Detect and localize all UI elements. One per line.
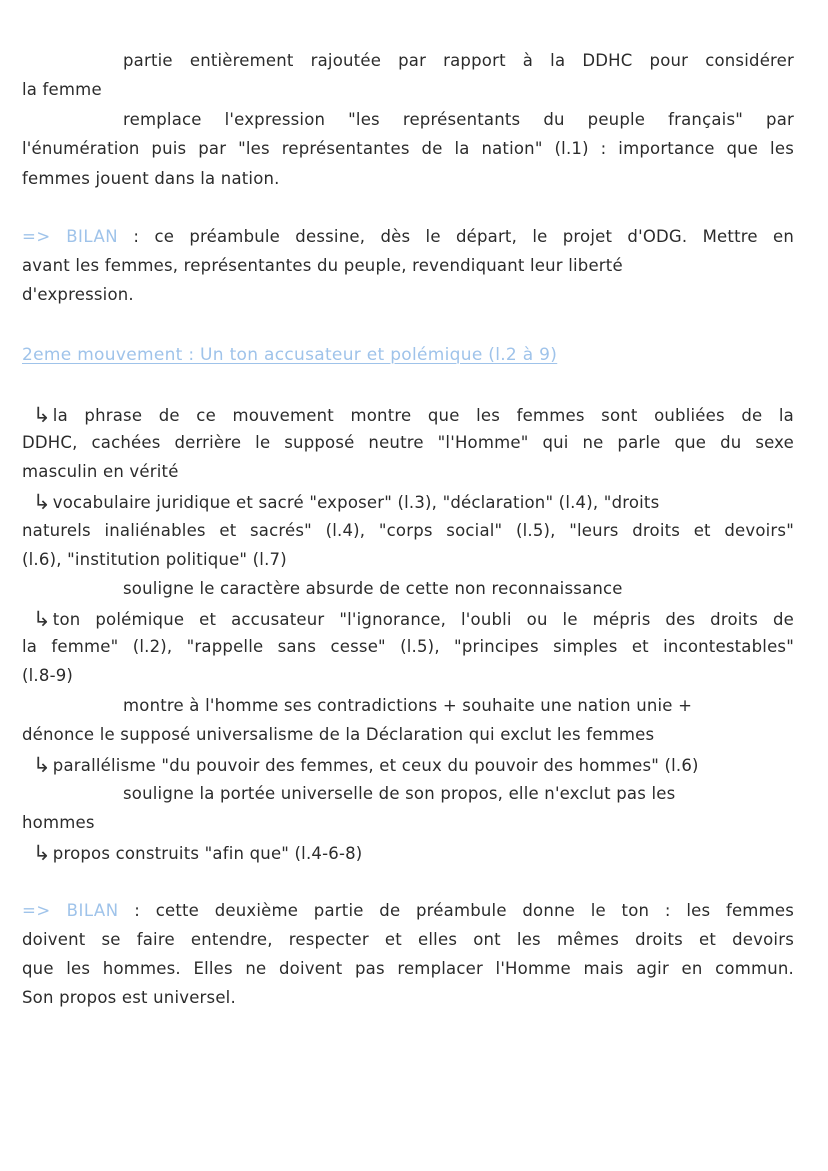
text-line: remplace l'expression "les représentants du peuple français" par <box>123 110 794 129</box>
text-line: que les hommes. Elles ne doivent pas remplacer l'Homme mais agir en commun. <box>22 959 794 978</box>
bilan-paragraph-2 <box>22 901 794 921</box>
text-line: masculin en vérité <box>22 462 179 481</box>
bilan-paragraph-1 <box>22 227 794 247</box>
section-heading: 2eme mouvement : Un ton accusateur et polémique (l.2 à 9) <box>22 345 558 365</box>
text-line: hommes <box>22 813 95 832</box>
text-line: souligne la portée universelle de son propos, elle n'exclut pas les <box>123 784 676 803</box>
bilan-label: => BILAN <box>22 901 119 920</box>
text-line: naturels inaliénables et sacrés" (l.4), "corps social" (l.5), "leurs droits et devoirs" <box>22 521 794 540</box>
text-line: avant les femmes, représentantes du peuple, revendiquant leur liberté <box>22 256 623 275</box>
arrow-icon: ↳ <box>33 490 51 514</box>
arrow-icon: ↳ <box>33 403 51 427</box>
text-line: femmes jouent dans la nation. <box>22 169 280 188</box>
text-line: doivent se faire entendre, respecter et elles ont les mêmes droits et devoirs <box>22 930 794 949</box>
arrow-item-text: la phrase de ce mouvement montre que les femmes sont oubliées de la <box>52 406 794 425</box>
bilan-label: => BILAN <box>22 227 119 246</box>
text-line: l'énumération puis par "les représentantes de la nation" (l.1) : importance que les <box>22 139 794 158</box>
arrow-item <box>33 608 794 630</box>
text-line: (l.6), "institution politique" (l.7) <box>22 550 287 569</box>
arrow-icon: ↳ <box>33 753 51 777</box>
text-line: (l.8-9) <box>22 666 74 685</box>
text-line: la femme" (l.2), "rappelle sans cesse" (l.5), "principes simples et incontestables" <box>22 637 794 656</box>
text-line: montre à l'homme ses contradictions + souhaite une nation unie + <box>123 696 693 715</box>
text-line: partie entièrement rajoutée par rapport à la DDHC pour considérer <box>123 51 794 70</box>
arrow-icon: ↳ <box>33 841 51 865</box>
arrow-item <box>33 754 699 776</box>
arrow-item <box>33 842 362 864</box>
bilan-text: : ce préambule dessine, dès le départ, le projet d'ODG. Mettre en <box>133 227 794 246</box>
bilan-text: : cette deuxième partie de préambule donne le ton : les femmes <box>134 901 794 920</box>
text-line: d'expression. <box>22 285 134 304</box>
text-line: la femme <box>22 80 102 99</box>
text-line: dénonce le supposé universalisme de la Déclaration qui exclut les femmes <box>22 725 655 744</box>
arrow-item-text: ton polémique et accusateur "l'ignorance, l'oubli ou le mépris des droits de <box>52 610 794 629</box>
text-line: Son propos est universel. <box>22 988 236 1007</box>
arrow-item <box>33 404 794 426</box>
text-line: souligne le caractère absurde de cette non reconnaissance <box>123 579 623 598</box>
text-line: DDHC, cachées derrière le supposé neutre "l'Homme" qui ne parle que du sexe <box>22 433 794 452</box>
arrow-item-text: propos construits "afin que" (l.4-6-8) <box>52 844 363 863</box>
arrow-icon: ↳ <box>33 607 51 631</box>
arrow-item <box>33 491 659 513</box>
arrow-item-text: parallélisme "du pouvoir des femmes, et ceux du pouvoir des hommes" (l.6) <box>52 756 699 775</box>
arrow-item-text: vocabulaire juridique et sacré "exposer" (l.3), "déclaration" (l.4), "droits <box>52 493 660 512</box>
